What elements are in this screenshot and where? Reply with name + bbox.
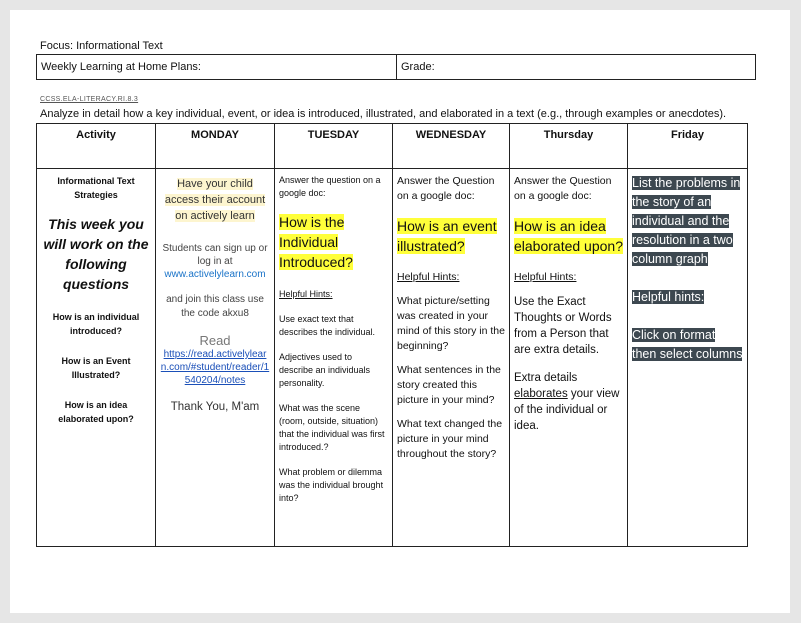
monday-join-code: and join this class use the code akxu8	[166, 294, 264, 319]
standard-description: Analyze in detail how a key individual, event, or idea is introduced, illustrated, and elaborated in a text (e.g., through examples or anecdotes).	[40, 108, 727, 120]
friday-hint: Click on format then select columns	[632, 328, 743, 361]
thursday-hint-2	[514, 370, 623, 434]
tuesday-question: How is the Individual Introduced?	[279, 214, 353, 270]
tuesday-hint-2: Adjectives used to describe an individuals personality.	[279, 352, 371, 388]
thursday-question: How is an idea elaborated upon?	[514, 218, 623, 254]
thursday-hint-1: Use the Exact Thoughts or Words from a Person that are extra details.	[514, 296, 612, 356]
monday-read: Read	[199, 333, 231, 348]
monday-reader-link[interactable]: https://read.activelylearn.com/#student/reader/1540204/notes	[160, 349, 270, 386]
friday-task: List the problems in the story of an individual and the resolution in a two column graph	[632, 176, 741, 266]
weekly-plans-label: Weekly Learning at Home Plans:	[37, 55, 397, 79]
activity-question-1: How is an individual introduced?	[52, 312, 140, 336]
tuesday-hint-1: Use exact text that describes the individual.	[279, 314, 376, 337]
wednesday-hint-2: What sentences in the story created this picture in your mind?	[397, 364, 501, 406]
table-header-row	[37, 124, 748, 169]
col-header-wednesday: WEDNESDAY	[393, 124, 510, 169]
document-page	[10, 10, 790, 613]
thursday-hint-2c: your view of the individual or idea.	[514, 388, 620, 432]
col-header-tuesday: TUESDAY	[275, 124, 393, 169]
tuesday-hint-4: What problem or dilemma was the individual brought into?	[279, 467, 384, 503]
wednesday-question: How is an event illustrated?	[397, 218, 497, 254]
activity-week-text: This week you will work on the following questions	[43, 216, 149, 292]
thursday-hint-2a: Extra details	[514, 372, 578, 384]
monday-thanks: Thank You, M'am	[170, 401, 260, 413]
standard-code[interactable]: CCSS.ELA-LITERACY.RI.8.3	[40, 96, 139, 103]
activity-title: Informational Text Strategies	[57, 176, 135, 200]
focus-line: Focus: Informational Text	[40, 40, 163, 52]
col-header-monday: MONDAY	[156, 124, 275, 169]
thursday-hint-2b: elaborates	[514, 388, 568, 400]
monday-signup: Students can sign up or log in at	[162, 243, 268, 267]
activity-cell	[37, 169, 156, 547]
friday-hints-label: Helpful hints:	[632, 290, 705, 304]
monday-site-link[interactable]: www.activelylearn.com	[164, 269, 266, 280]
wednesday-hint-3: What text changed the picture in your mind throughout the story?	[397, 418, 503, 460]
tuesday-hints-label: Helpful Hints:	[279, 289, 333, 299]
col-header-activity: Activity	[37, 124, 156, 169]
activity-question-2: How is an Event Illustrated?	[61, 356, 131, 380]
thursday-hints-label: Helpful Hints:	[514, 271, 577, 283]
monday-cell	[156, 169, 275, 547]
tuesday-hint-3: What was the scene (room, outside, situation) that the individual was first introduced.?	[279, 403, 385, 452]
thursday-cell	[510, 169, 628, 547]
wednesday-answer: Answer the Question on a google doc:	[397, 175, 495, 202]
monday-instruction: Have your child access their account on actively learn	[164, 178, 266, 222]
activity-question-3: How is an idea elaborated upon?	[58, 400, 134, 424]
weekly-plan-table	[36, 123, 748, 547]
table-body-row	[37, 169, 748, 547]
plan-header-box	[36, 54, 756, 80]
tuesday-cell	[275, 169, 393, 547]
wednesday-hint-1: What picture/setting was created in your mind of this story in the beginning?	[397, 295, 505, 352]
wednesday-cell	[393, 169, 510, 547]
col-header-thursday: Thursday	[510, 124, 628, 169]
grade-label: Grade:	[401, 61, 435, 73]
wednesday-hints-label: Helpful Hints:	[397, 271, 460, 283]
col-header-friday: Friday	[628, 124, 748, 169]
friday-cell	[628, 169, 748, 547]
thursday-answer: Answer the Question on a google doc:	[514, 175, 612, 202]
tuesday-answer: Answer the question on a google doc:	[279, 175, 381, 198]
